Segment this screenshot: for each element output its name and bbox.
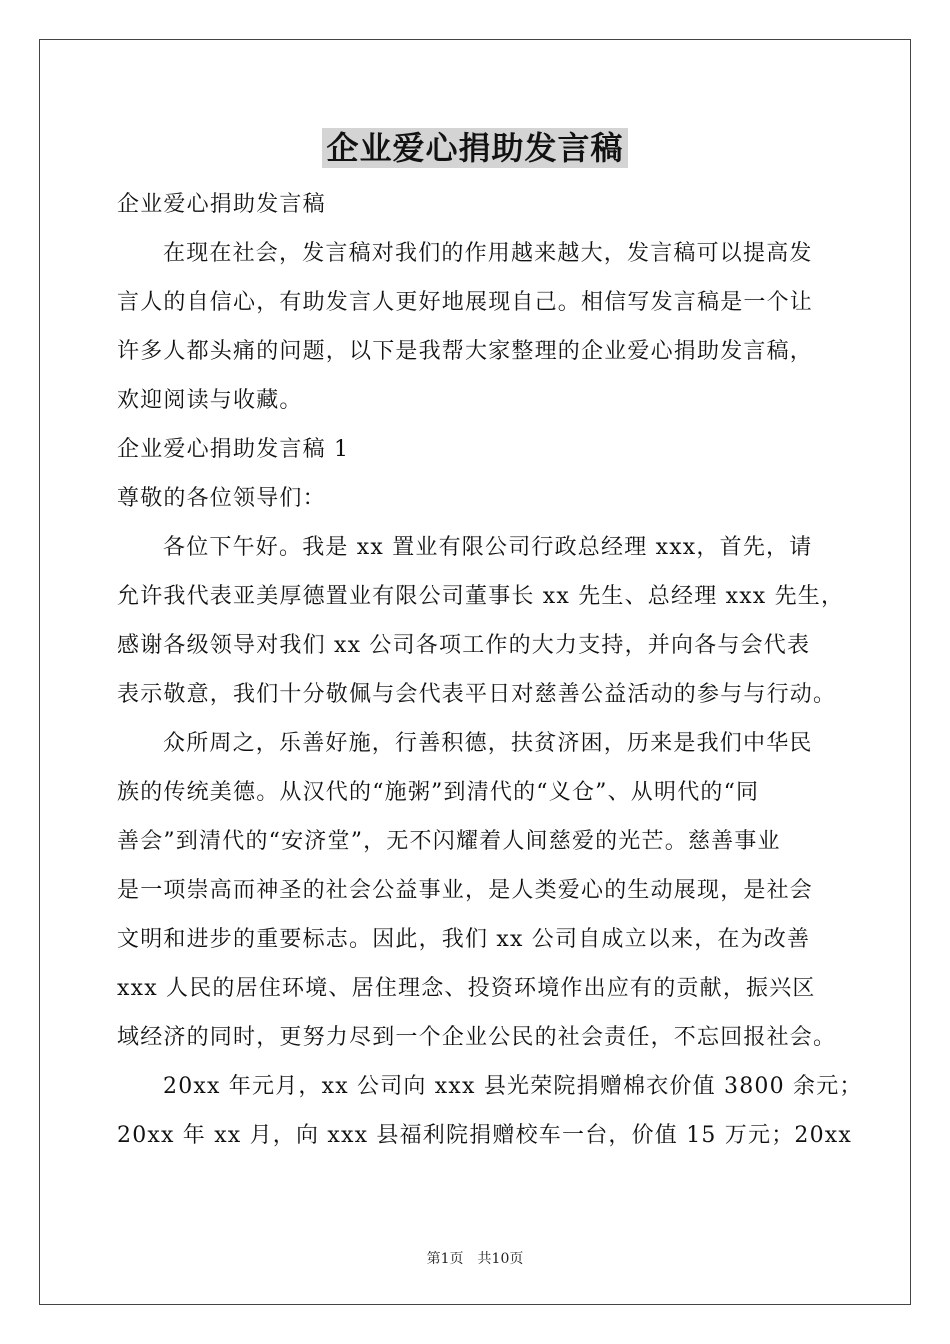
paragraph-line: 在现在社会，发言稿对我们的作用越来越大，发言稿可以提高发 bbox=[163, 241, 813, 266]
paragraph-line: 善会”到清代的“安济堂”，无不闪耀着人间慈爱的光芒。慈善事业 bbox=[117, 829, 781, 854]
subtitle-line: 企业爱心捐助发言稿 bbox=[117, 192, 326, 217]
section-heading: 企业爱心捐助发言稿 1 bbox=[117, 437, 350, 462]
paragraph-line: xxx 人民的居住环境、居住理念、投资环境作出应有的贡献，振兴区 bbox=[117, 976, 816, 1001]
paragraph-line: 允许我代表亚美厚德置业有限公司董事长 xx 先生、总经理 xxx 先生， bbox=[117, 584, 845, 609]
document-body bbox=[117, 180, 863, 1160]
paragraph-line: 表示敬意，我们十分敬佩与会代表平日对慈善公益活动的参与与行动。 bbox=[117, 682, 837, 707]
paragraph-line: 20xx 年 xx 月，向 xxx 县福利院捐赠校车一台，价值 15 万元；20xx bbox=[117, 1123, 853, 1148]
paragraph-line: 许多人都头痛的问题，以下是我帮大家整理的企业爱心捐助发言稿， bbox=[117, 339, 814, 364]
paragraph-line: 文明和进步的重要标志。因此，我们 xx 公司自成立以来，在为改善 bbox=[117, 927, 811, 952]
title-container bbox=[0, 128, 950, 168]
page-footer: 第1页 共10页 bbox=[426, 1251, 524, 1267]
salutation-line: 尊敬的各位领导们： bbox=[117, 486, 326, 511]
paragraph-line: 言人的自信心，有助发言人更好地展现自己。相信写发言稿是一个让 bbox=[117, 290, 814, 315]
paragraph-line: 感谢各级领导对我们 xx 公司各项工作的大力支持，并向各与会代表 bbox=[117, 633, 811, 658]
paragraph-line: 20xx 年元月，xx 公司向 xxx 县光荣院捐赠棉衣价值 3800 余元； bbox=[163, 1074, 863, 1099]
paragraph-line: 欢迎阅读与收藏。 bbox=[117, 388, 303, 413]
paragraph-line: 族的传统美德。从汉代的“施粥”到清代的“义仓”、从明代的“同 bbox=[117, 780, 760, 805]
paragraph-line: 众所周之，乐善好施，行善积德，扶贫济困，历来是我们中华民 bbox=[163, 731, 813, 756]
paragraph-line: 各位下午好。我是 xx 置业有限公司行政总经理 xxx，首先，请 bbox=[163, 535, 813, 560]
paragraph-line: 域经济的同时，更努力尽到一个企业公民的社会责任，不忘回报社会。 bbox=[117, 1025, 837, 1050]
document-title: 企业爱心捐助发言稿 bbox=[322, 128, 627, 168]
paragraph-line: 是一项崇高而神圣的社会公益事业，是人类爱心的生动展现，是社会 bbox=[117, 878, 814, 903]
